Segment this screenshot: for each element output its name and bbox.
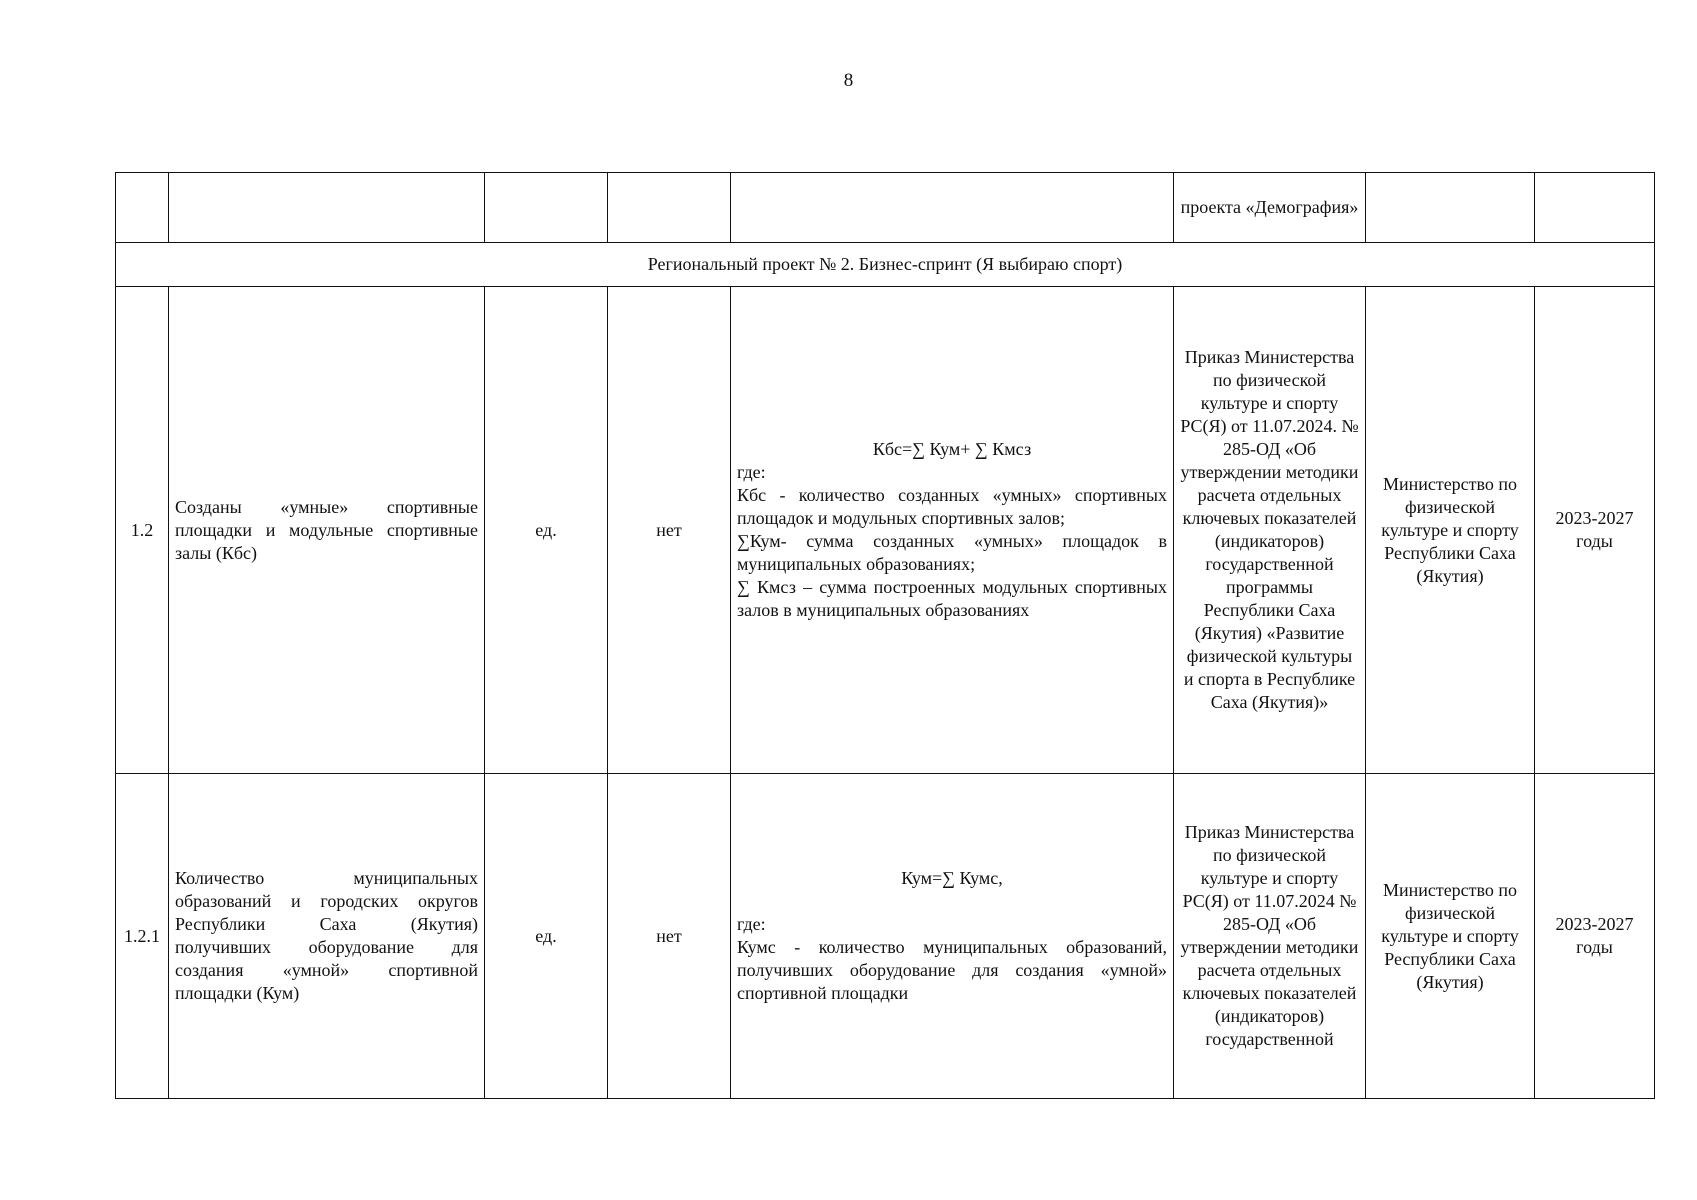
formula-expression: Кум=∑ Кумс, xyxy=(901,868,1003,888)
cell-formula xyxy=(731,774,1174,1099)
cell-responsible-empty xyxy=(1366,173,1535,243)
indicator-table xyxy=(115,172,1655,1099)
cell-periodicity: нет xyxy=(608,774,731,1099)
cell-name xyxy=(169,287,485,774)
section-header-row xyxy=(116,243,1655,287)
formula-line: ∑ Кмсз – сумма построенных модульных спортивных залов в муниципальных образованиях xyxy=(737,577,1167,620)
page-number: 8 xyxy=(843,70,854,91)
cell-name-empty xyxy=(169,173,485,243)
formula-line: Кбс - количество созданных «умных» спортивных площадок и модульных спортивных залов; xyxy=(737,485,1167,528)
cell-source: проекта «Демография» xyxy=(1174,173,1366,243)
cell-unit: ед. xyxy=(485,774,608,1099)
cell-source: Приказ Министерства по физической культуре и спорту РС(Я) от 11.07.2024 № 285-ОД «Об утверждении методики расчета отдельных ключевых показателей (индикаторов) государственной xyxy=(1174,774,1366,1099)
cell-period: 2023-2027 годы xyxy=(1535,774,1655,1099)
cell-formula-empty xyxy=(731,173,1174,243)
cell-responsible: Министерство по физической культуре и спорту Республики Саха (Якутия) xyxy=(1366,287,1535,774)
table-row xyxy=(116,287,1655,774)
indicator-name: Количество муниципальных образований и городских округов Республики Саха (Якутия) получивших оборудование для создания «умной» спортивной площадки (Кум) xyxy=(175,868,478,1003)
cell-num: 1.2 xyxy=(116,287,169,774)
cell-period-empty xyxy=(1535,173,1655,243)
cell-num-empty xyxy=(116,173,169,243)
formula-line: ∑Кум- сумма созданных «умных» площадок в муниципальных образованиях; xyxy=(737,531,1167,574)
table-row-continuation xyxy=(116,173,1655,243)
cell-formula xyxy=(731,287,1174,774)
cell-unit: ед. xyxy=(485,287,608,774)
cell-period: 2023-2027 годы xyxy=(1535,287,1655,774)
formula-spacer xyxy=(737,890,1167,913)
formula-where: где: xyxy=(737,462,766,482)
indicator-name: Созданы «умные» спортивные площадки и модульные спортивные залы (Кбс) xyxy=(175,496,478,563)
cell-periodicity: нет xyxy=(608,287,731,774)
cell-name xyxy=(169,774,485,1099)
table-row xyxy=(116,774,1655,1099)
formula-where: где: xyxy=(737,914,766,934)
section-header: Региональный проект № 2. Бизнес-спринт (Я выбираю спорт) xyxy=(116,243,1655,287)
cell-num: 1.2.1 xyxy=(116,774,169,1099)
cell-periodicity-empty xyxy=(608,173,731,243)
cell-unit-empty xyxy=(485,173,608,243)
formula-expression: Кбс=∑ Кум+ ∑ Кмсз xyxy=(872,439,1032,459)
cell-responsible: Министерство по физической культуре и спорту Республики Саха (Якутия) xyxy=(1366,774,1535,1099)
formula-line: Кумс - количество муниципальных образований, получивших оборудование для создания «умной» спортивной площадки xyxy=(737,937,1167,1003)
cell-source: Приказ Министерства по физической культуре и спорту РС(Я) от 11.07.2024. № 285-ОД «Об утверждении методики расчета отдельных ключевых показателей (индикаторов) государственной программы Республики Саха (Якутия) «Развитие физической культуры и спорта в Республике Саха (Якутия)» xyxy=(1174,287,1366,774)
